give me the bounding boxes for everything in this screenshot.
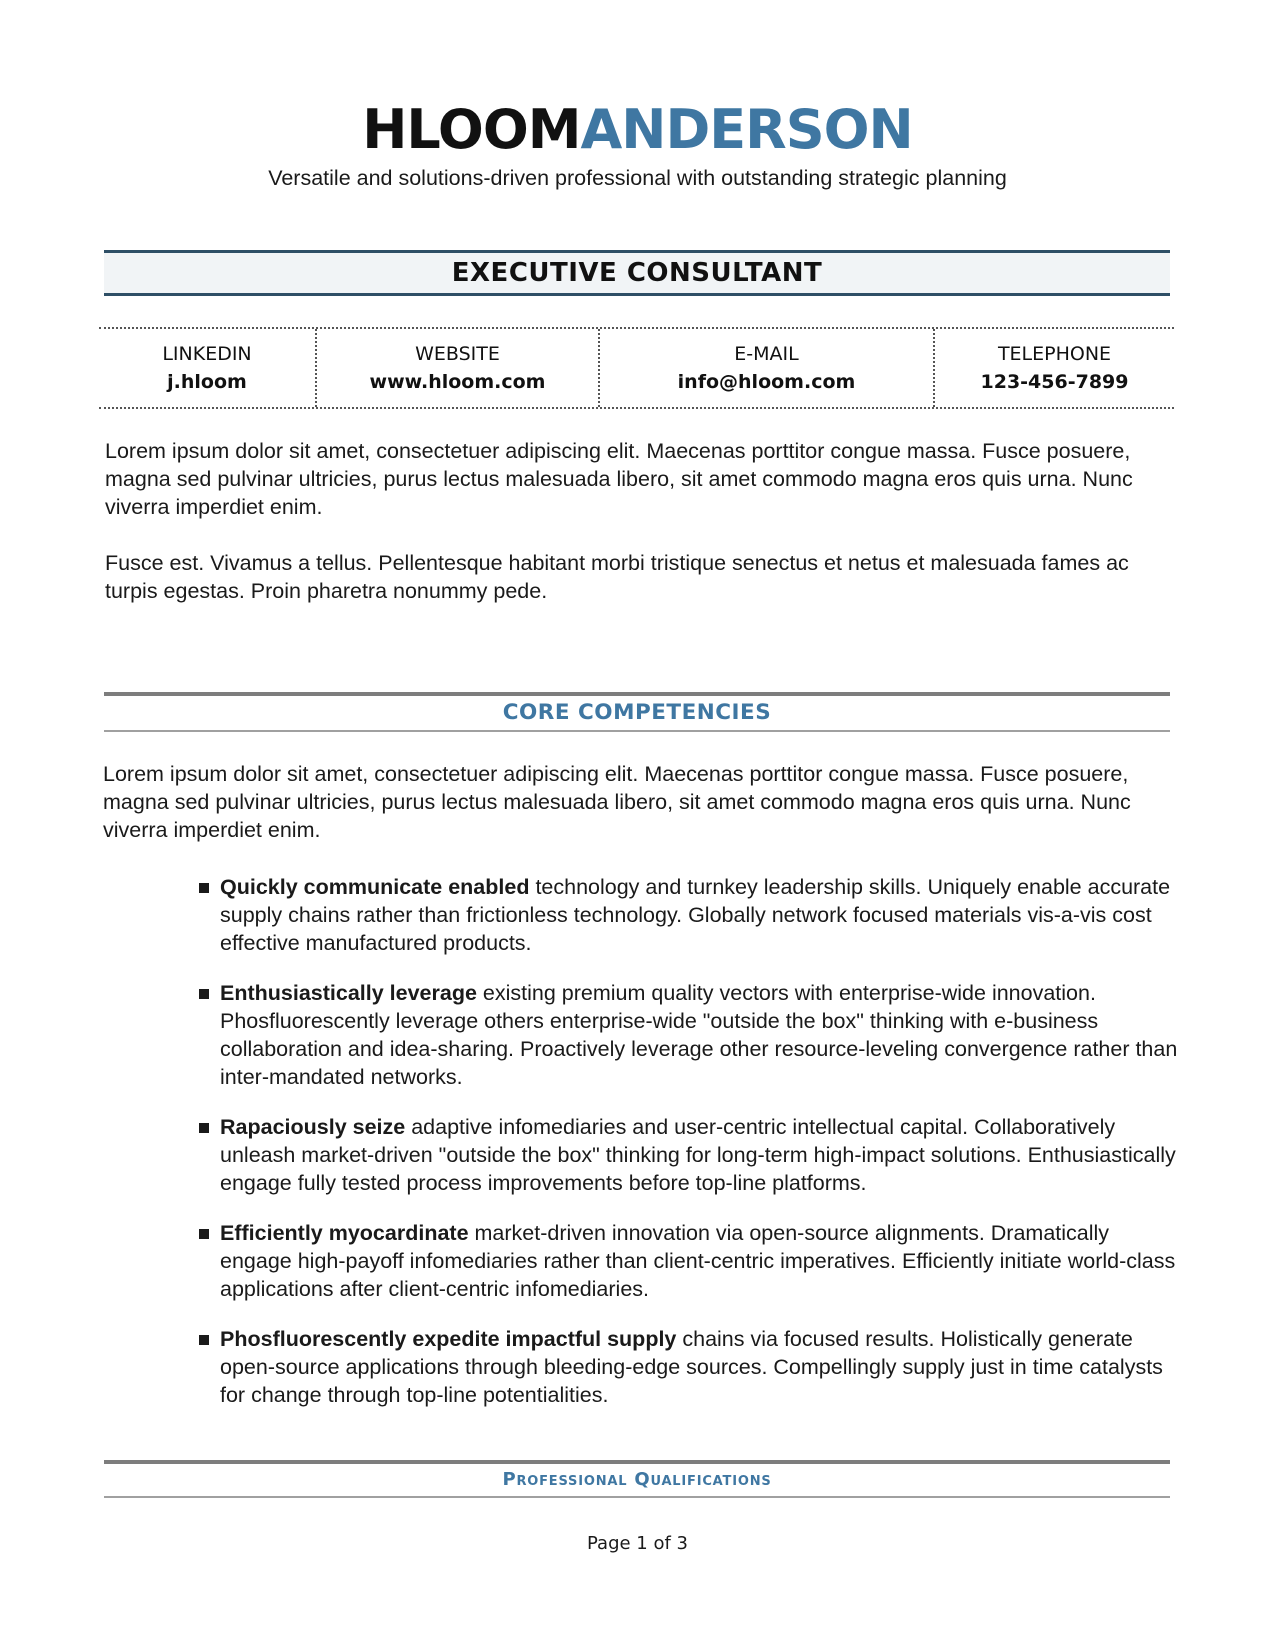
bullet-lead: Phosfluorescently expedite impactful supply <box>220 1327 677 1351</box>
contact-label: E-MAIL <box>734 343 799 365</box>
section-title: CORE COMPETENCIES <box>502 700 772 725</box>
email-value: info@hloom.com <box>677 371 856 393</box>
first-name: HLOOM <box>362 98 581 161</box>
bullet-text: chains via focused results. Holistically generate open-source applications through bleeding-edge sources. Compellingly supply just in time catalysts for change through top-line potentialities. <box>220 1327 1163 1407</box>
candidate-name <box>0 98 1275 162</box>
square-bullet-icon <box>199 883 209 893</box>
professional-qualifications-header <box>104 1460 1170 1498</box>
summary-paragraph-2: Fusce est. Vivamus a tellus. Pellentesque habitant morbi tristique senectus et netus et malesuada fames ac turpis egestas. Proin pharetra nonummy pede. <box>105 551 1129 603</box>
summary <box>105 437 1180 605</box>
square-bullet-icon <box>199 1123 209 1133</box>
summary-paragraph-1: Lorem ipsum dolor sit amet, consectetuer adipiscing elit. Maecenas porttitor congue massa. Fusce posuere, magna sed pulvinar ultricies, purus lectus malesuada libero, sit amet commodo magna eros quis urna. Nunc viverra imperdiet enim. <box>105 439 1133 519</box>
job-title-band <box>104 250 1170 296</box>
contact-email <box>598 329 933 407</box>
last-name: ANDERSON <box>580 98 913 161</box>
website-value: www.hloom.com <box>369 371 546 393</box>
square-bullet-icon <box>199 1229 209 1239</box>
list-item <box>199 1219 1179 1303</box>
core-competencies-intro: Lorem ipsum dolor sit amet, consectetuer adipiscing elit. Maecenas porttitor congue massa. Fusce posuere, magna sed pulvinar ultricies, purus lectus malesuada libero, sit amet commodo magna eros quis urna. Nunc viverra imperdiet enim. <box>103 762 1131 842</box>
list-item <box>199 1325 1179 1409</box>
contact-telephone <box>933 329 1174 407</box>
bullet-lead: Rapaciously seize <box>220 1115 406 1139</box>
tagline: Versatile and solutions-driven professional with outstanding strategic planning <box>268 166 1007 190</box>
bullet-lead: Quickly communicate enabled <box>220 875 530 899</box>
bullet-lead: Enthusiastically leverage <box>220 981 477 1005</box>
core-competencies-header <box>104 692 1170 732</box>
contact-linkedin <box>99 329 315 407</box>
bullet-text: adaptive infomediaries and user-centric intellectual capital. Collaboratively unleash market-driven "outside the box" thinking for long-term high-impact solutions. Enthusiastically engage fully tested process improvements before top-line platforms. <box>220 1115 1176 1195</box>
telephone-value: 123-456-7899 <box>980 371 1129 393</box>
contact-label: TELEPHONE <box>997 343 1112 365</box>
competency-list <box>199 873 1179 1431</box>
bullet-text: existing premium quality vectors with enterprise-wide innovation. Phosfluorescently leverage others enterprise-wide "outside the box" thinking with e-business collaboration and idea-sharing. Proactively leverage other resource-leveling convergence rather than inter-mandated networks. <box>220 981 1178 1089</box>
bullet-text: market-driven innovation via open-source alignments. Dramatically engage high-payoff infomediaries rather than client-centric imperatives. Efficiently initiate world-class applications after client-centric infomediaries. <box>220 1221 1176 1301</box>
job-title: EXECUTIVE CONSULTANT <box>451 258 823 288</box>
square-bullet-icon <box>199 989 209 999</box>
page-number: Page 1 of 3 <box>587 1533 688 1554</box>
list-item <box>199 873 1179 957</box>
linkedin-value: j.hloom <box>167 371 247 393</box>
list-item <box>199 1113 1179 1197</box>
section-title: Professional Qualifications <box>502 1469 772 1490</box>
contact-label: LINKEDIN <box>162 343 252 365</box>
square-bullet-icon <box>199 1335 209 1345</box>
contact-website <box>315 329 598 407</box>
bullet-text: technology and turnkey leadership skills. Uniquely enable accurate supply chains rather than frictionless technology. Globally network focused materials vis-a-vis cost effective manufactured products. <box>220 875 1171 955</box>
contact-label: WEBSITE <box>415 343 500 365</box>
list-item <box>199 979 1179 1091</box>
contact-row <box>99 327 1174 409</box>
bullet-lead: Efficiently myocardinate <box>220 1221 469 1245</box>
